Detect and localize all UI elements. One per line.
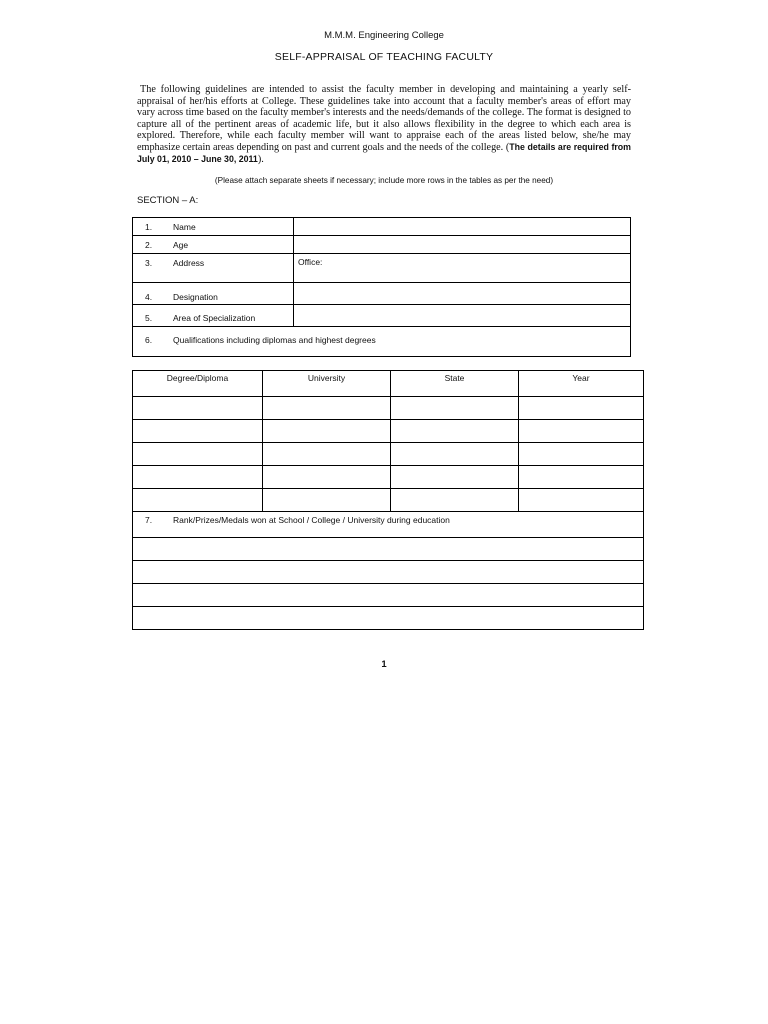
table-row	[133, 489, 644, 512]
row-number: 5.	[145, 313, 153, 323]
degree-cell[interactable]	[133, 466, 263, 489]
row-label: Designation	[173, 292, 218, 302]
rank-entry-cell[interactable]	[133, 607, 644, 630]
specialization-field[interactable]	[294, 305, 631, 327]
table-row	[133, 254, 631, 283]
table-row	[133, 561, 644, 584]
guidelines-end: ).	[257, 153, 264, 165]
name-label-cell	[133, 218, 294, 236]
table-row	[133, 305, 631, 327]
table-row	[133, 466, 644, 489]
year-cell[interactable]	[519, 397, 644, 420]
row-label: Area of Specialization	[173, 313, 256, 323]
college-name: M.M.M. Engineering College	[324, 30, 444, 41]
section-a-table	[132, 217, 631, 357]
designation-field[interactable]	[294, 283, 631, 305]
table-row	[133, 327, 631, 357]
state-cell[interactable]	[391, 420, 519, 443]
row-number: 2.	[145, 240, 153, 250]
guidelines-period: The details are required from July 01, 2010 – June 30, 2011	[137, 141, 631, 164]
state-header: State	[391, 371, 519, 397]
row-label: Rank/Prizes/Medals won at School / College / University during education	[173, 515, 450, 525]
year-cell[interactable]	[519, 466, 644, 489]
degree-cell[interactable]	[133, 443, 263, 466]
table-row	[133, 584, 644, 607]
address-label-cell	[133, 254, 294, 283]
row-number: 6.	[145, 335, 153, 345]
state-cell[interactable]	[391, 489, 519, 512]
state-cell[interactable]	[391, 397, 519, 420]
qualifications-label-cell	[133, 327, 631, 357]
university-cell[interactable]	[263, 489, 391, 512]
section-a-label: SECTION – A:	[137, 195, 199, 206]
address-field[interactable]	[294, 254, 631, 283]
degree-cell[interactable]	[133, 420, 263, 443]
rank-entry-cell[interactable]	[133, 584, 644, 607]
row-number: 3.	[145, 258, 153, 268]
university-cell[interactable]	[263, 443, 391, 466]
year-cell[interactable]	[519, 443, 644, 466]
state-cell[interactable]	[391, 466, 519, 489]
table-row	[133, 236, 631, 254]
rank-label-cell	[133, 512, 644, 538]
degree-header: Degree/Diploma	[133, 371, 263, 397]
row-label: Address	[173, 258, 205, 268]
rank-entry-cell[interactable]	[133, 538, 644, 561]
table-row	[133, 443, 644, 466]
row-label: Age	[173, 240, 189, 250]
year-cell[interactable]	[519, 420, 644, 443]
row-label: Name	[173, 222, 196, 232]
attach-note: (Please attach separate sheets if necessary; include more rows in the tables as per the need)	[214, 176, 554, 185]
age-field[interactable]	[294, 236, 631, 254]
form-title: SELF-APPRAISAL OF TEACHING FACULTY	[274, 51, 494, 63]
qualifications-table	[132, 370, 644, 630]
table-row	[133, 218, 631, 236]
university-cell[interactable]	[263, 466, 391, 489]
university-cell[interactable]	[263, 397, 391, 420]
row-number: 4.	[145, 292, 153, 302]
table-row	[133, 397, 644, 420]
row-label: Qualifications including diplomas and highest degrees	[173, 335, 376, 345]
year-cell[interactable]	[519, 489, 644, 512]
table-row	[133, 512, 644, 538]
year-header: Year	[519, 371, 644, 397]
row-number: 1.	[145, 222, 153, 232]
row-number: 7.	[145, 515, 153, 525]
table-row	[133, 538, 644, 561]
table-header-row	[133, 371, 644, 397]
table-row	[133, 283, 631, 305]
degree-cell[interactable]	[133, 397, 263, 420]
table-row	[133, 420, 644, 443]
rank-entry-cell[interactable]	[133, 561, 644, 584]
state-cell[interactable]	[391, 443, 519, 466]
table-row	[133, 607, 644, 630]
age-label-cell	[133, 236, 294, 254]
university-header: University	[263, 371, 391, 397]
degree-cell[interactable]	[133, 489, 263, 512]
guidelines-paragraph	[137, 84, 631, 165]
specialization-label-cell	[133, 305, 294, 327]
name-field[interactable]	[294, 218, 631, 236]
university-cell[interactable]	[263, 420, 391, 443]
guidelines-text: The following guidelines are intended to assist the faculty member in developing and maintaining a yearly self-appraisal of her/his efforts at College. These guidelines take into account that a faculty member's areas of effort may vary across time based on the faculty member's interests and the needs/demands of the college. The format is designed to capture all of the pertinent areas of academic life, but it also allows flexibility in the degree to which each area is explored. Therefore, while each faculty member will want to appraise each of the areas listed below, she/he may emphasize certain areas depending on past and current goals and the needs of the college. (	[137, 84, 631, 153]
page-number: 1	[381, 659, 387, 670]
office-label: Office:	[298, 257, 323, 267]
designation-label-cell	[133, 283, 294, 305]
